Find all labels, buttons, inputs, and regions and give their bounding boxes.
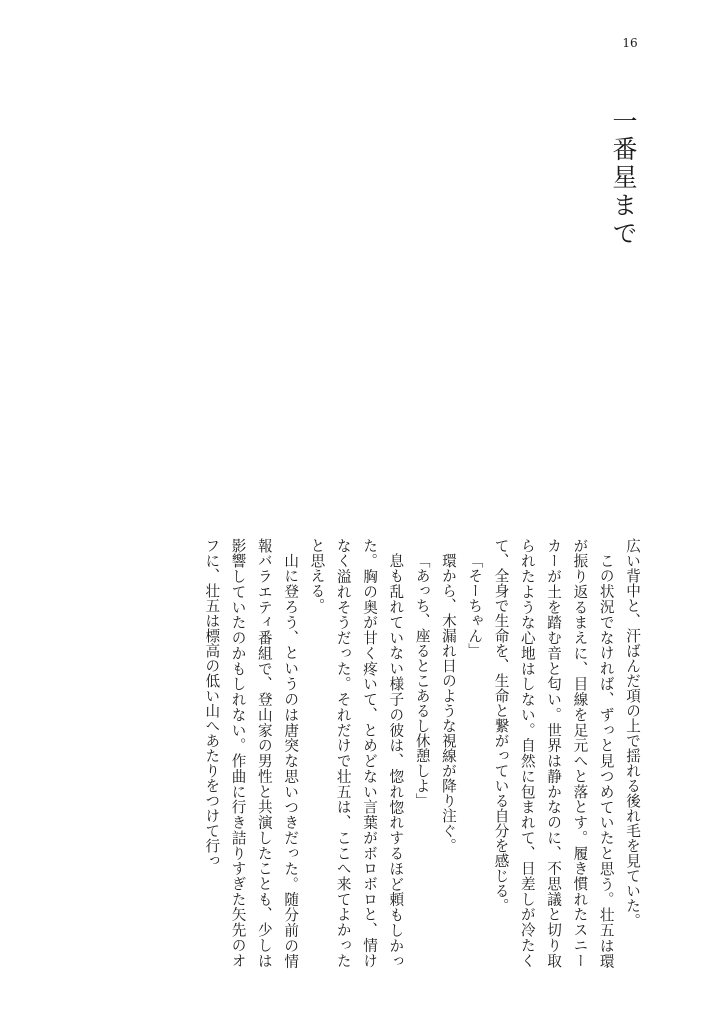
paragraph: 「そーちゃん」 bbox=[466, 552, 484, 658]
paragraph: 山に登ろう、というのは唐突な思いつきだった。随分前の情報バラエティ番組で、登山家の男性と共演したことも、少しは影響していたのかもしれない。作曲に行き詰りすぎた矢先のオフに、壮五は標高の低い山へあたりをつけて行っ bbox=[203, 538, 300, 968]
paragraph: 広い背中と、汗ばんだ項の上で揺れる後れ毛を見ていた。 bbox=[624, 538, 641, 928]
page-number: 16 bbox=[622, 36, 638, 50]
paragraph: 息も乱れていない様子の彼は、惚れ惚れするほど頼もしかった。胸の奥が甘く疼いて、とめどない言葉がボロボロと、情けなく溢れそうだった。それだけで壮五は、ここへ来てよかったと思える。 bbox=[308, 538, 405, 968]
paragraph: 環から、木漏れ日のような視線が降り注ぐ。 bbox=[439, 552, 457, 853]
chapter-title: 一番星まで bbox=[609, 108, 638, 248]
body-text bbox=[125, 538, 645, 968]
paragraph: この状況でなければ、ずっと見つめていたと思う。壮五は環が振り返るまえに、目線を足元へと落とす。履き慣れたスニーカーが土を踏む音と匂い。世界は静かなのに、不思議と切り取られたような心地はしない。自然に包まれて、日差しが冷たくて、全身で生命を、生命と繋がっている自分を感じる。 bbox=[492, 538, 615, 968]
paragraph: 「あっち、座るとこあるし休憩しよ」 bbox=[413, 552, 431, 808]
